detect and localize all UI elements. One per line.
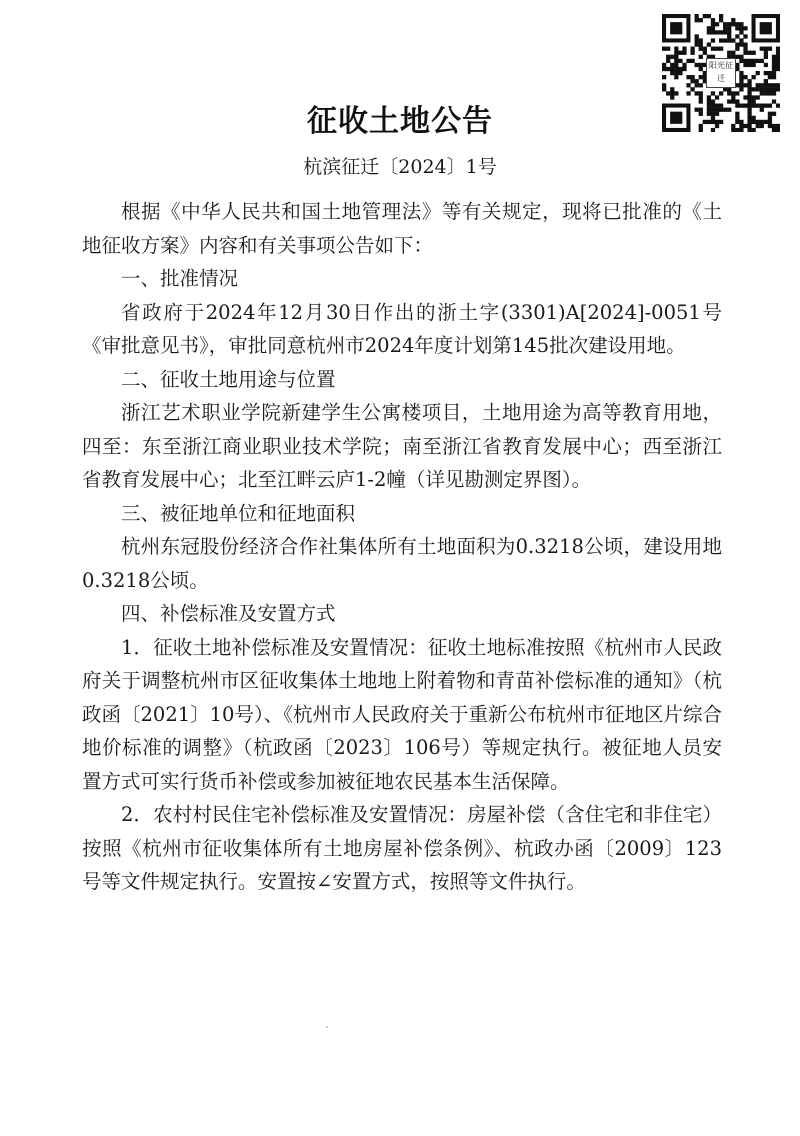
section-heading-compensation: 四、补偿标准及安置方式 <box>121 602 336 625</box>
section-heading-approval: 一、批准情况 <box>121 267 239 290</box>
usage-paragraph: 浙江艺术职业学院新建学生公寓楼项目，土地用途为高等教育用地，四至：东至浙江商业职业技术学院；南至浙江省教育发展中心；西至浙江省教育发展中心；北至江畔云庐1-2幢（详见勘测定界图）。 <box>82 401 722 491</box>
scan-speck <box>326 1026 328 1028</box>
area-paragraph: 杭州东冠股份经济合作社集体所有土地面积为0.3218公顷，建设用地0.3218公顷。 <box>82 535 722 592</box>
section-heading-area: 三、被征地单位和征地面积 <box>121 501 356 525</box>
section-heading-usage: 二、征收土地用途与位置 <box>121 367 336 391</box>
approval-paragraph: 省政府于2024年12月30日作出的浙土字(3301)A[2024]-0051号《审批意见书》，审批同意杭州市2024年度计划第145批次建设用地。 <box>82 300 722 357</box>
qr-code-badge: 阳光征迁 <box>706 58 736 88</box>
document-number: 杭滨征迁〔2024〕1号 <box>303 156 497 178</box>
compensation-land-paragraph: 1．征收土地补偿标准及安置情况：征收土地标准按照《杭州市人民政府关于调整杭州市区征收集体土地地上附着物和青苗补偿标准的通知》（杭政函〔2021〕10号）、《杭州市人民政府关于重新公布杭州市征地区片综合地价标准的调整》（杭政函〔2023〕106号）等规定执行。被征地人员安置方式可实行货币补偿或参加被征地农民基本生活保障。 <box>82 635 722 793</box>
document-body <box>82 195 722 899</box>
document-title: 征收土地公告 <box>307 104 493 139</box>
intro-paragraph: 根据《中华人民共和国土地管理法》等有关规定，现将已批准的《土地征收方案》内容和有关事项公告如下： <box>82 200 722 257</box>
compensation-housing-paragraph: 2．农村村民住宅补偿标准及安置情况：房屋补偿（含住宅和非住宅）按照《杭州市征收集体所有土地房屋补偿条例》、杭政办函〔2009〕123号等文件规定执行。安置按∠安置方式，按照等文件执行。 <box>82 803 722 893</box>
